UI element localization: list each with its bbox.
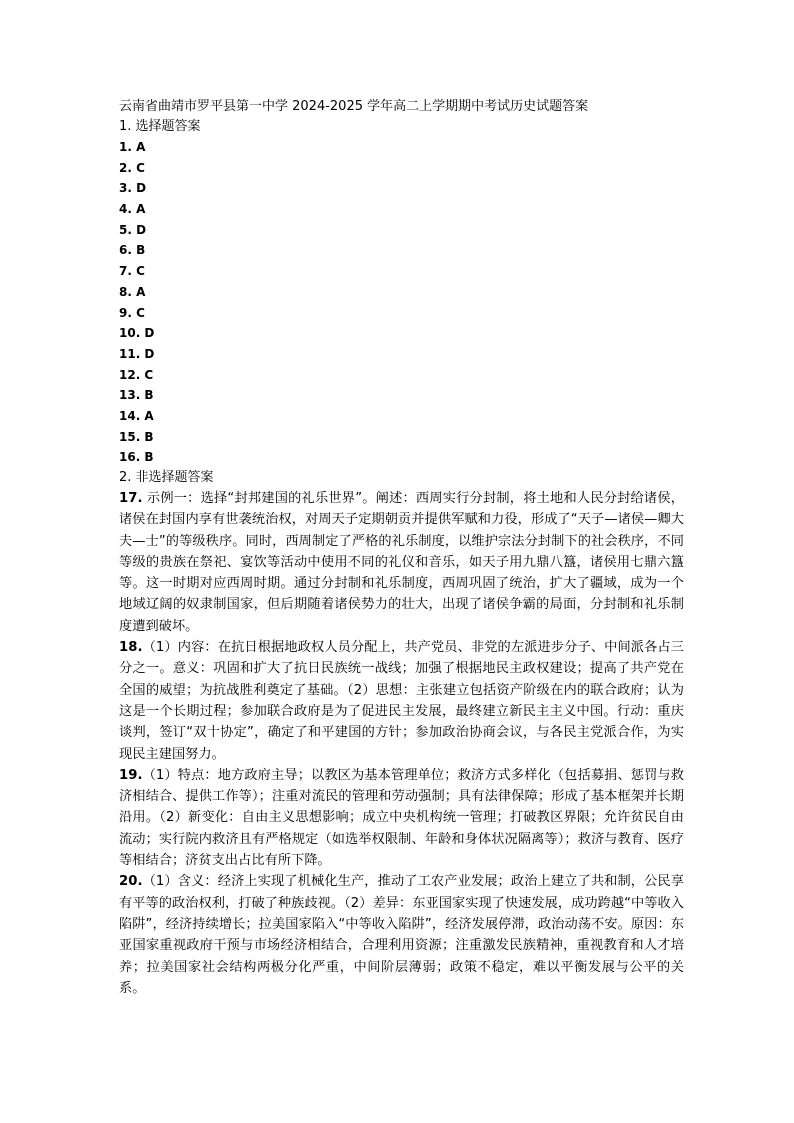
choice-answer: 11. D — [119, 346, 155, 361]
essay-answer-20 — [119, 871, 684, 999]
section-heading-choice: 1. 选择题答案 — [119, 119, 201, 134]
choice-answer: 3. D — [119, 181, 147, 196]
document-title: 云南省曲靖市罗平县第一中学 2024-2025 学年高二上学期期中考试历史试题答案 — [119, 99, 589, 114]
choice-answer: 2. C — [119, 160, 145, 175]
answer-text: （1）内容：在抗日根据地政权人员分配上，共产党员、非党的左派进步分子、中间派各占三分之一。意义：巩固和扩大了抗日民族统一战线；加强了根据地民主政权建设；提高了共产党在全国的威望；为抗战胜利奠定了基础。（2）思想：主张建立包括资产阶级在内的联合政府；认为这是一个长期过程；参加联合政府是为了促进民主发展，最终建立新民主主义中国。行动：重庆谈判，签订“双十协定”，确定了和平建国的方针；参加政治协商会议，与各民主党派合作，为实现民主建国努力。 — [119, 640, 684, 762]
choice-answer: 16. B — [119, 450, 154, 465]
choice-answer: 8. A — [119, 284, 146, 299]
question-number: 20. — [119, 874, 143, 890]
choice-answer: 14. A — [119, 408, 154, 423]
essay-answer-19 — [119, 765, 684, 871]
choice-answer: 9. C — [119, 305, 145, 320]
choice-answer: 6. B — [119, 243, 146, 258]
choice-answer: 4. A — [119, 202, 146, 217]
question-number: 18. — [119, 640, 143, 656]
choice-answer: 12. C — [119, 367, 154, 382]
answer-text: 示例一：选择“封邦建国的礼乐世界”。阐述：西周实行分封制，将土地和人民分封给诸侯，诸侯在封国内享有世袭统治权，对周天子定期朝贡并提供军赋和力役，形成了“天子—诸侯—卿大夫—士”的等级秩序。同时，西周制定了严格的礼乐制度，以维护宗法分封制下的社会秩序，不同等级的贵族在祭祀、宴饮等活动中使用不同的礼仪和音乐，如天子用九鼎八簋，诸侯用七鼎六簋等。这一时期对应西周时期。通过分封制和礼乐制度，西周巩固了统治，扩大了疆域，成为一个地域辽阔的奴隶制国家，但后期随着诸侯势力的壮大，出现了诸侯争霸的局面，分封制和礼乐制度遭到破坏。 — [119, 491, 684, 634]
choice-answer: 15. B — [119, 429, 154, 444]
choice-answer-list — [119, 137, 684, 468]
choice-answer: 5. D — [119, 222, 147, 237]
choice-answer: 7. C — [119, 264, 145, 279]
answer-text: （1）特点：地方政府主导；以教区为基本管理单位；救济方式多样化（包括募捐、惩罚与救济相结合、提供工作等）；注重对流民的管理和劳动强制；具有法律保障；形成了基本框架并长期沿用。（2）新变化：自由主义思想影响；成立中央机构统一管理；打破教区界限；允许贫民自由流动；实行院内救济且有严格规定（如选举权限制、年龄和身体状况隔离等）；救济与教育、医疗等相结合；济贫支出占比有所下降。 — [119, 767, 684, 869]
essay-answer-17 — [119, 488, 684, 637]
question-number: 17. — [119, 491, 143, 506]
section-heading-essay: 2. 非选择题答案 — [119, 470, 214, 485]
question-number: 19. — [119, 767, 143, 783]
answer-document — [119, 97, 684, 999]
choice-answer: 10. D — [119, 326, 155, 341]
essay-answer-18 — [119, 637, 684, 765]
choice-answer: 13. B — [119, 388, 154, 403]
answer-text: （1）含义：经济上实现了机械化生产，推动了工农产业发展；政治上建立了共和制，公民享有平等的政治权利，打破了种族歧视。（2）差异：东亚国家实现了快速发展，成功跨越“中等收入陷阱”，经济持续增长；拉美国家陷入“中等收入陷阱”，经济发展停滞，政治动荡不安。原因：东亚国家重视政府干预与市场经济相结合，合理利用资源；注重激发民族精神，重视教育和人才培养；拉美国家社会结构两极分化严重，中间阶层薄弱；政策不稳定，难以平衡发展与公平的关系。 — [119, 874, 684, 996]
choice-answer: 1. A — [119, 140, 146, 154]
